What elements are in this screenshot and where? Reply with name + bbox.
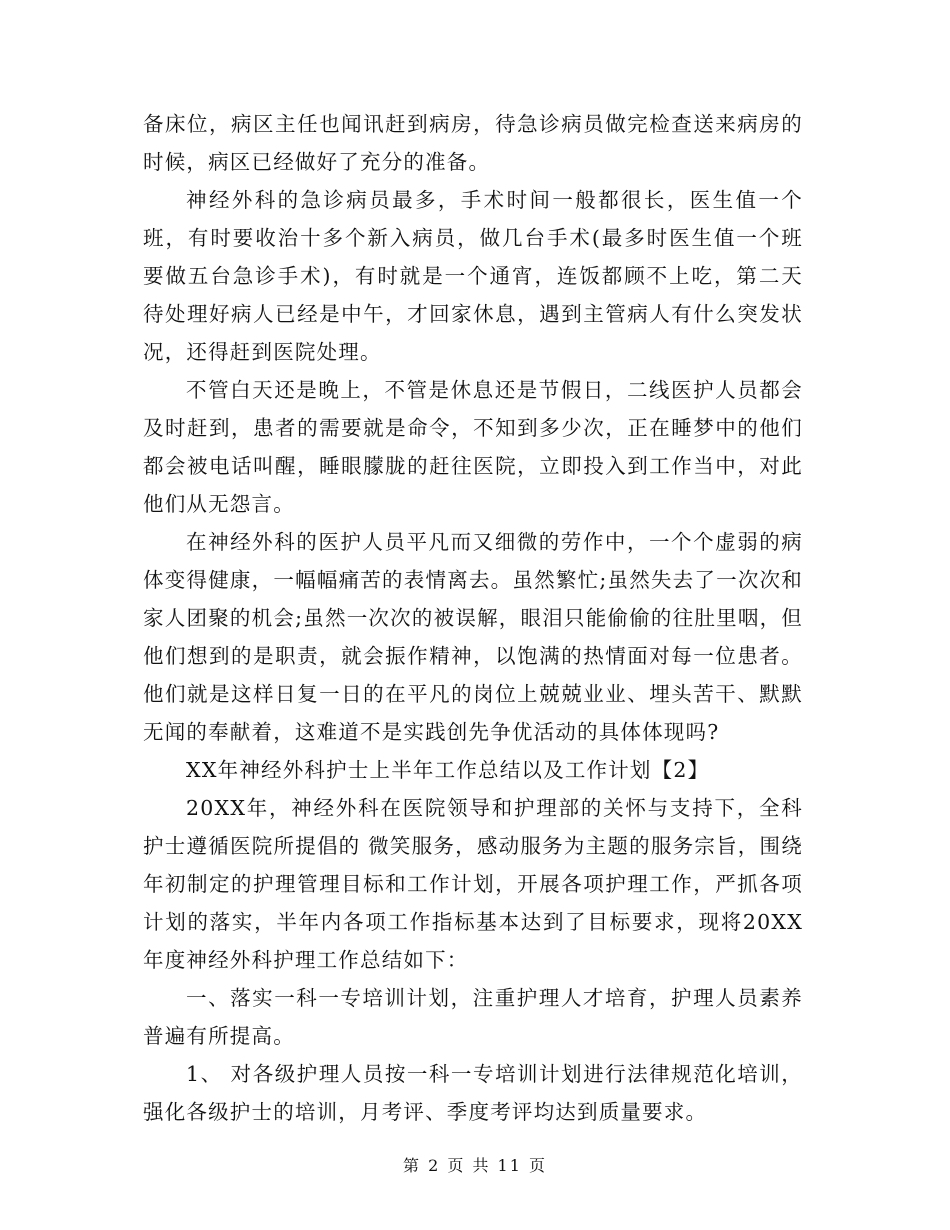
paragraph-1: 备床位，病区主任也闻讯赶到病房，待急诊病员做完检查送来病房的时候，病区已经做好了充分的准备。 — [143, 112, 803, 174]
paragraph-2: 神经外科的急诊病员最多，手术时间一般都很长，医生值一个班，有时要收治十多个新入病员，做几台手术(最多时医生值一个班要做五台急诊手术)，有时就是一个通宵，连饭都顾不上吃，第二天待处理好病人已经是中午，才回家休息，遇到主管病人有什么突发状况，还得赶到医院处理。 — [143, 188, 803, 364]
paragraph-5: 20XX年，神经外科在医院领导和护理部的关怀与支持下，全科护士遵循医院所提倡的 微笑服务，感动服务为主题的服务宗旨，围绕年初制定的护理管理目标和工作计划，开展各项护理工作，严抓各项计划的落实，半年内各项工作指标基本达到了目标要求，现将20XX年度神经外科护理工作总结如下： — [143, 796, 803, 972]
list-item-1: 1、 对各级护理人员按一科一专培训计划进行法律规范化培训，强化各级护士的培训，月考评、季度考评均达到质量要求。 — [143, 1062, 803, 1124]
paragraph-3: 不管白天还是晚上，不管是休息还是节假日，二线医护人员都会及时赶到，患者的需要就是命令，不知到多少次，正在睡梦中的他们都会被电话叫醒，睡眼朦胧的赶往医院，立即投入到工作当中，对此他们从无怨言。 — [143, 378, 803, 516]
list-heading-1: 一、落实一科一专培训计划，注重护理人才培育，护理人员素养普遍有所提高。 — [143, 986, 803, 1048]
document-body — [143, 105, 803, 1131]
section-heading: XX年神经外科护士上半年工作总结以及工作计划【2】 — [186, 758, 710, 782]
paragraph-4: 在神经外科的医护人员平凡而又细微的劳作中，一个个虚弱的病体变得健康，一幅幅痛苦的表情离去。虽然繁忙;虽然失去了一次次和家人团聚的机会;虽然一次次的被误解，眼泪只能偷偷的往肚里咽，但他们想到的是职责，就会振作精神，以饱满的热情面对每一位患者。他们就是这样日复一日的在平凡的岗位上兢兢业业、埋头苦干、默默无闻的奉献着，这难道不是实践创先争优活动的具体体现吗? — [143, 530, 803, 744]
page-number-footer: 第 2 页 共 11 页 — [403, 1156, 547, 1175]
